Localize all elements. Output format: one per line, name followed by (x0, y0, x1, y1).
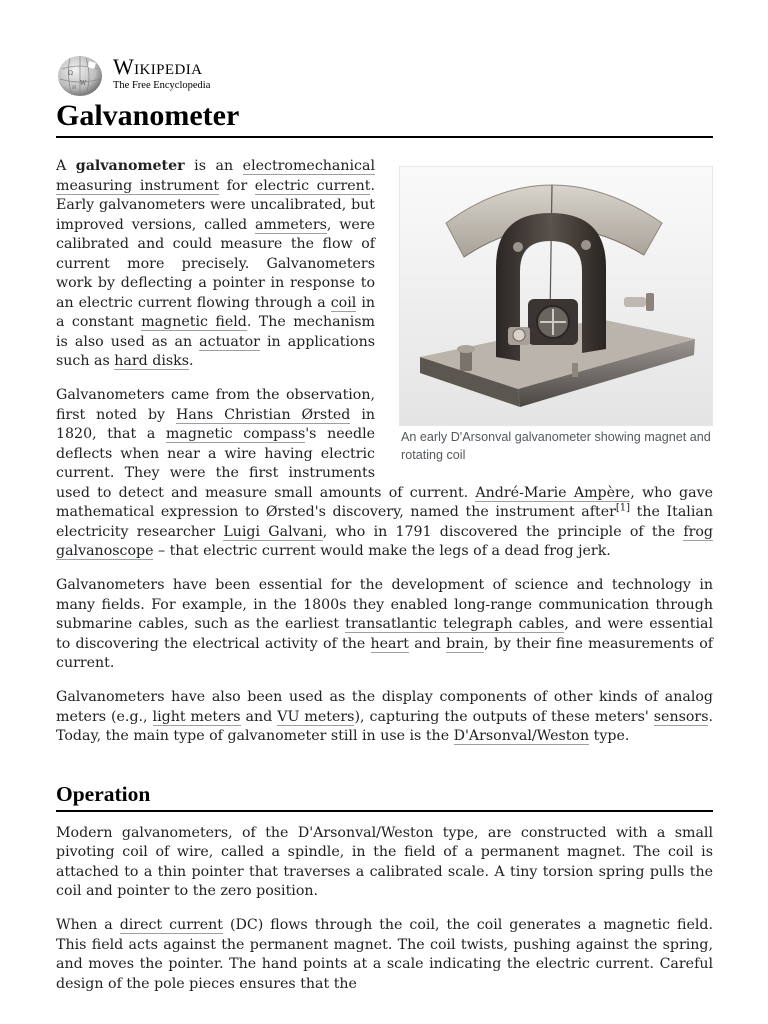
link-heart[interactable]: heart (370, 635, 409, 652)
text: (DC) flows through the coil, the coil generates a magnetic field. This field acts against the permanent magnet. The coil twists, pushing against the spring, and moves the pointer. The hand points at a scale indicating the electric current. Careful design of the pole pieces ensures that the (56, 917, 714, 992)
svg-text:Ω: Ω (68, 70, 73, 77)
text: Galvanometers have been essential for the development of science and technology in many fields. For example, in the 1800s they enabled long-range communication through submarine cables, such as the earliest (56, 577, 713, 632)
text: type. (589, 728, 630, 744)
text: in 1820, that a (56, 406, 376, 442)
text: , were calibrated and could measure the flow of current more precisely. Galvanometers work by deflecting a pointer in response to an electric current flowing through a (56, 216, 375, 311)
text: . Today, the main type of galvanometer still in use is the (56, 708, 713, 744)
text: , by their fine measurements of current. (56, 635, 713, 671)
operation-paragraph-2 (56, 916, 713, 994)
link-actuator[interactable]: actuator (199, 333, 260, 350)
text: the Italian electricity researcher (56, 504, 713, 540)
text: is an (184, 158, 243, 174)
operation-paragraph-1: Modern galvanometers, of the D'Arsonval/Weston type, are constructed with a small pivoting coil of wire, called a spindle, in the field of a permanent magnet. The coil is attached to a thin pointer that traverses a calibrated scale. A tiny torsion spring pulls the coil and pointer to the zero position. (56, 824, 713, 899)
text: and (408, 635, 447, 652)
link-light-meters[interactable]: light meters (152, 708, 241, 725)
link-direct-current[interactable]: direct current (119, 917, 224, 933)
site-tagline: The Free Encyclopedia (113, 80, 211, 91)
link-electric-current[interactable]: electric current (254, 177, 371, 194)
text: in a constant (56, 294, 375, 330)
text: – that electric current would make the legs of a dead frog jerk. (153, 543, 611, 559)
text: Galvanometers have also been used as the display components of other kinds of analog meters (e.g., (56, 689, 713, 725)
term-bold: galvanometer (75, 158, 185, 174)
site-name: Wikipedia (113, 54, 203, 79)
text: , who gave mathematical expression to Ørsted's discovery, named the instrument after (56, 484, 713, 520)
link-frog-galvanoscope[interactable]: frog galvanoscope (56, 523, 714, 559)
link-brain[interactable]: brain (446, 635, 485, 652)
link-coil[interactable]: coil (330, 294, 357, 311)
text: When a (56, 917, 120, 933)
text: . Early galvanometers were uncalibrated, but improved versions, called (56, 177, 375, 233)
article-body (56, 157, 713, 1009)
text: . The mechanism is also used as an (56, 314, 376, 350)
link-magnetic-field[interactable]: magnetic field (141, 314, 247, 330)
text: in applications such as (56, 333, 375, 369)
text: 's needle deflects when near a wire having electric current. They were the first instruments used to detect and measure small amounts of current. (56, 426, 476, 501)
figure (399, 166, 713, 464)
link-vu-meters[interactable]: VU meters (277, 708, 355, 725)
text: , and were essential to discovering the electrical activity of the (56, 616, 713, 652)
text: for (219, 177, 255, 194)
wordmark (113, 56, 210, 92)
puzzle-globe-icon (56, 55, 104, 97)
figure-caption: An early D'Arsonval galvanometer showing magnet and rotating coil (401, 430, 711, 462)
svg-text:И: И (72, 85, 77, 91)
link-electromechanical[interactable]: electromechanical measuring instrument (56, 158, 375, 194)
text: A (56, 158, 76, 174)
link-ammeters[interactable]: ammeters (254, 216, 327, 233)
link-magnetic-compass[interactable]: magnetic compass (165, 426, 306, 442)
text: and (240, 708, 278, 725)
link-ampere[interactable]: André-Marie Ampère (475, 484, 631, 501)
link-sensors[interactable]: sensors (653, 708, 709, 725)
intro-paragraph-3 (56, 576, 713, 674)
svg-text:W: W (80, 80, 87, 87)
page-title: Galvanometer (56, 97, 713, 138)
section-heading-operation: Operation (56, 780, 713, 812)
link-darsonval-weston[interactable]: D'Arsonval/Weston (453, 728, 590, 744)
text: ), capturing the outputs of these meters' (354, 708, 654, 725)
galvanometer-photo[interactable] (399, 166, 713, 426)
reference-1[interactable]: [1] (615, 502, 631, 514)
text: . (189, 353, 194, 369)
link-hard-disks[interactable]: hard disks (114, 353, 190, 369)
intro-paragraph-4 (56, 688, 713, 747)
link-luigi-galvani[interactable]: Luigi Galvani (223, 523, 323, 540)
text: Galvanometers came from the observation, first noted by (56, 387, 375, 423)
text: , who in 1791 discovered the principle of the (322, 523, 684, 540)
link-orsted[interactable]: Hans Christian Ørsted (175, 406, 351, 423)
link-transatlantic-telegraph[interactable]: transatlantic telegraph cables (345, 616, 565, 632)
